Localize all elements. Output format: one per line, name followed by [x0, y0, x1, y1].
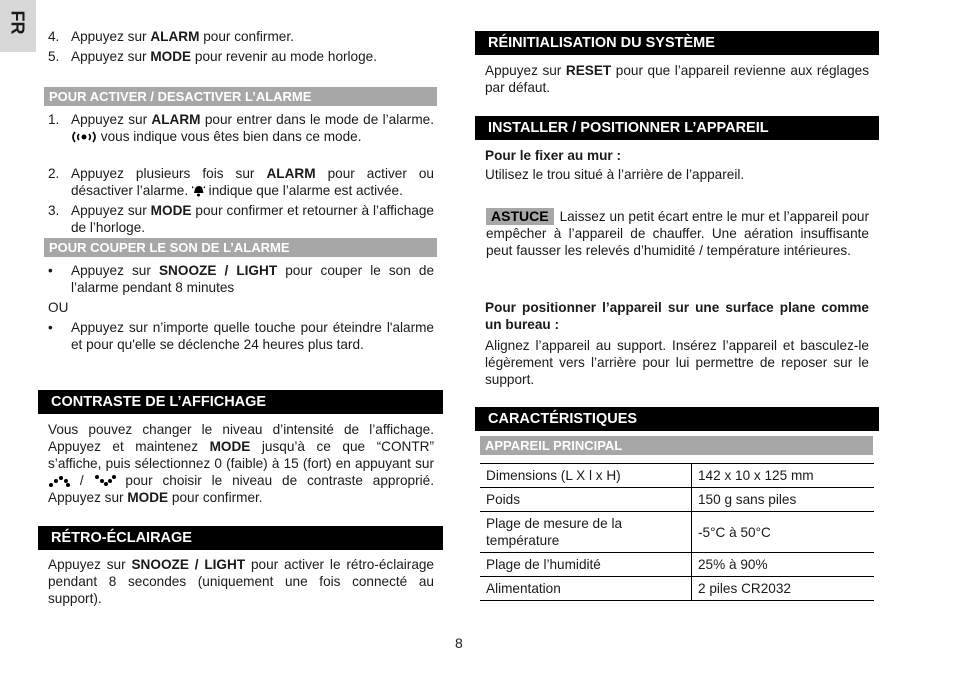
keyword: RESET [565, 63, 612, 78]
install-heading: INSTALLER / POSITIONNER L’APPAREIL [475, 116, 879, 140]
bullet-mark: • [48, 263, 53, 278]
item-text: Appuyez sur [71, 263, 159, 278]
list-item [48, 202, 434, 236]
activate-alarm-heading: POUR ACTIVER / DESACTIVER L’ALARME [44, 87, 437, 106]
para-text: Vous pouvez changer le niveau d’intensité de l’affichage. Appuyez et maintenez [48, 422, 434, 454]
spec-label: Plage de mesure de la température [480, 512, 692, 553]
item-text: pour activer ou désactiver l’alarme. [71, 166, 434, 198]
item-text: Appuyez sur [71, 49, 151, 64]
para-text: jusqu’à ce que “CONTR” s’affiche, puis sélectionnez 0 (faible) à 15 (fort) en appuyant sur [48, 439, 434, 471]
backlight-heading: RÉTRO-ÉCLAIRAGE [38, 526, 443, 550]
spec-value: -5°C à 50°C [692, 512, 875, 553]
spec-value: 150 g sans piles [692, 488, 875, 512]
item-number: 2. [48, 166, 60, 181]
item-text: pour revenir au mode horloge. [191, 49, 378, 64]
surface-label: Pour positionner l’appareil sur une surface plane comme un bureau : [485, 300, 869, 332]
para-text: Appuyez sur [48, 557, 132, 572]
item-text: pour confirmer. [199, 29, 294, 44]
contrast-paragraph [48, 421, 434, 506]
surface-text: Alignez l’appareil au support. Insérez l’appareil et basculez-le légèrement vers l’arrière pour lui permettre de reposer sur le support. [485, 338, 869, 387]
list-item [48, 165, 434, 199]
item-number: 5. [48, 49, 60, 64]
backlight-paragraph [48, 556, 434, 607]
table-row [480, 553, 874, 577]
specs-heading: CARACTÉRISTIQUES [475, 407, 879, 431]
para-text: pour activer le rétro-éclairage pendant 8 secondes (uniquement une fois connecté au support). [48, 557, 434, 606]
tip-paragraph [486, 208, 869, 259]
list-item [48, 111, 434, 145]
wall-mount-label: Pour le fixer au mur : [485, 148, 621, 163]
item-text: indique que l’alarme est activée. [204, 183, 403, 198]
spec-label: Alimentation [480, 577, 692, 601]
para-text: pour choisir le niveau de contraste approprié. Appuyez sur [48, 473, 434, 505]
tip-badge: ASTUCE [486, 208, 554, 225]
main-unit-heading: APPAREIL PRINCIPAL [480, 436, 873, 455]
list-item [48, 48, 434, 65]
bell-icon [192, 185, 205, 197]
item-keyword: MODE [150, 49, 192, 64]
down-dots-icon [94, 475, 116, 487]
keyword: MODE [209, 439, 251, 454]
or-text: OU [48, 300, 69, 315]
item-number: 1. [48, 112, 60, 127]
item-text: Appuyez sur n’importe quelle touche pour éteindre l'alarme et pour qu'elle se déclenche 24 heures plus tard. [71, 320, 434, 352]
item-text: Appuyez plusieurs fois sur [71, 166, 267, 181]
item-keyword: ALARM [150, 29, 200, 44]
specs-table [480, 463, 874, 601]
language-tab [0, 0, 36, 52]
para-text: pour que l’appareil revienne aux réglages par défaut. [485, 63, 869, 95]
spec-label: Poids [480, 488, 692, 512]
wall-mount-text: Utilisez le trou situé à l’arrière de l’appareil. [485, 167, 745, 182]
reset-paragraph [485, 62, 869, 96]
table-row [480, 577, 874, 601]
para-text: pour confirmer. [168, 490, 263, 505]
table-row [480, 512, 874, 553]
keyword: MODE [127, 490, 169, 505]
spec-value: 2 piles CR2032 [692, 577, 875, 601]
bullet-mark: • [48, 320, 53, 335]
item-keyword: ALARM [151, 112, 201, 127]
language-tab-label: FR [7, 10, 28, 35]
up-dots-icon [48, 475, 70, 487]
reset-heading: RÉINITIALISATION DU SYSTÈME [475, 31, 879, 55]
keyword: SNOOZE / LIGHT [131, 557, 246, 572]
spec-label: Dimensions (L X l x H) [480, 464, 692, 488]
item-text: pour entrer dans le mode de l’alarme. [200, 112, 434, 127]
alarm-wave-icon [71, 131, 97, 143]
list-item [48, 319, 434, 353]
list-item [48, 262, 434, 296]
para-text: Appuyez sur [485, 63, 566, 78]
item-number: 4. [48, 29, 60, 44]
item-number: 3. [48, 203, 60, 218]
item-text: pour couper le son de l’alarme pendant 8 minutes [71, 263, 435, 295]
item-text: Appuyez sur [71, 112, 152, 127]
item-text: Appuyez sur [71, 29, 151, 44]
item-text: Appuyez sur [71, 203, 151, 218]
tip-text: Laissez un petit écart entre le mur et l’appareil pour empêcher à l’appareil de chauffer. Une aération insuffisante peut fausser les relevés d’humidité / température intérieures. [486, 209, 869, 258]
table-row [480, 488, 874, 512]
para-text: / [70, 473, 94, 488]
contrast-heading: CONTRASTE DE L’AFFICHAGE [38, 390, 443, 414]
spec-value: 25% à 90% [692, 553, 875, 577]
mute-alarm-heading: POUR COUPER LE SON DE L’ALARME [44, 238, 437, 257]
page-number: 8 [455, 635, 463, 651]
item-text: pour confirmer et retourner à l’affichage de l’horloge. [71, 203, 434, 235]
item-keyword: SNOOZE / LIGHT [158, 263, 278, 278]
item-keyword: ALARM [266, 166, 316, 181]
item-text: vous indique vous êtes bien dans ce mode. [97, 129, 362, 144]
item-keyword: MODE [150, 203, 192, 218]
table-row [480, 464, 874, 488]
spec-label: Plage de l’humidité [480, 553, 692, 577]
list-item [48, 28, 434, 45]
spec-value: 142 x 10 x 125 mm [692, 464, 875, 488]
